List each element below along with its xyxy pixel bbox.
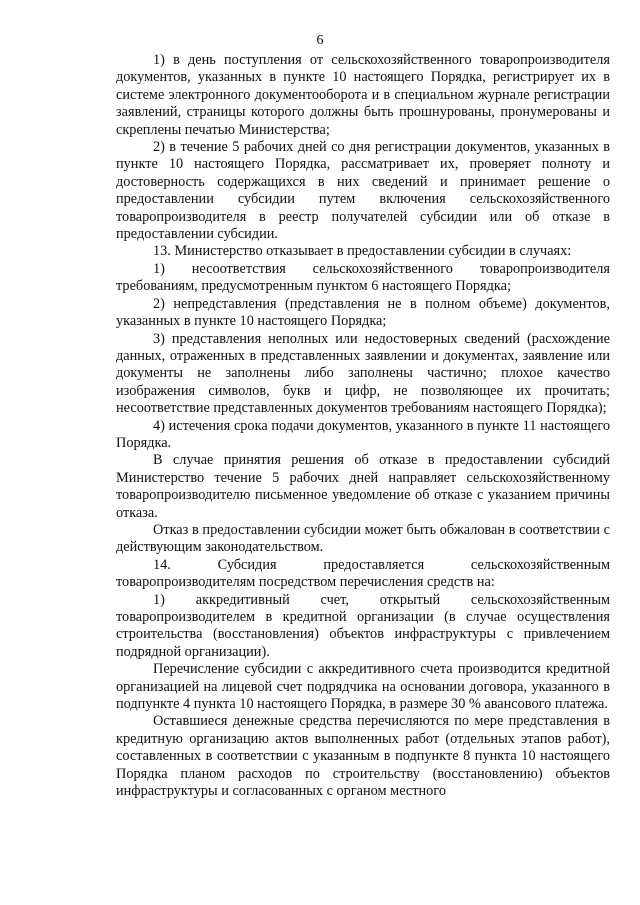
paragraph-refusal-1: 1) несоответствия сельскохозяйственного товаропроизводителя требованиям, предусмотренным пунктом 6 настоящего Порядка; xyxy=(116,260,610,295)
document-body xyxy=(116,52,610,800)
paragraph-14-transfer: 14. Субсидия предоставляется сельскохозяйственным товаропроизводителям посредством перечисления средств на: xyxy=(116,556,610,591)
paragraph-refusal-notice: В случае принятия решения об отказе в предоставлении субсидий Министерство течение 5 рабочих дней направляет сельскохозяйственному товаропроизводителю письменное уведомление об отказе с указанием причины отказа. xyxy=(116,452,610,521)
paragraph-1-registration: 1) в день поступления от сельскохозяйственного товаропроизводителя документов, указанных в пункте 10 настоящего Порядка, регистрирует их в системе электронного документооборота и в специальном журнале регистрации заявлений, страницы которого должны быть прошнурованы, пронумерованы и скреплены печатью Министерства; xyxy=(116,52,610,138)
paragraph-2-review: 2) в течение 5 рабочих дней со дня регистрации документов, указанных в пункте 10 настоящего Порядка, рассматривает их, проверяет полноту и достоверность содержащихся в них сведений и принимает решение о предоставлении субсидии путем включения сельскохозяйственного товаропроизводителя в реестр получателей субсидии или об отказе в предоставлении субсидии. xyxy=(116,139,610,243)
paragraph-13-refusal-intro: 13. Министерство отказывает в предоставлении субсидии в случаях: xyxy=(153,243,572,260)
paragraph-refusal-4: 4) истечения срока подачи документов, указанного в пункте 11 настоящего Порядка. xyxy=(116,417,610,451)
paragraph-transfer-1: 1) аккредитивный счет, открытый сельскохозяйственным товаропроизводителем в кредитной организации (в случае осуществления строительства (восстановления) объектов инфраструктуры с привлечением подрядной организации). xyxy=(116,591,610,660)
page-number: 6 xyxy=(316,33,324,48)
paragraph-refusal-2: 2) непредставления (представления не в полном объеме) документов, указанных в пункте 10 настоящего Порядка; xyxy=(116,295,610,330)
paragraph-appeal: Отказ в предоставлении субсидии может быть обжалован в соответствии с действующим законодательством. xyxy=(116,521,610,556)
paragraph-remaining-funds: Оставшиеся денежные средства перечисляются по мере представления в кредитную организацию актов выполненных работ (отдельных этапов работ), составленных в соответствии с указанным в подпункте 8 пункта 10 настоящего Порядка планом расходов по строительству (восстановлению) объектов инфраструктуры и согласованных с органом местного xyxy=(116,713,610,800)
paragraph-refusal-3: 3) представления неполных или недостоверных сведений (расхождение данных, отраженных в представленных заявлении и документах, заявление или документы не заполнены либо заполнены частично; плохое качество изображения символов, букв и цифр, не позволяющее их прочитать; несоответствие представленных документов требованиям настоящего Порядка); xyxy=(116,330,610,417)
paragraph-advance-payment: Перечисление субсидии с аккредитивного счета производится кредитной организацией на лицевой счет подрядчика на основании договора, указанного в подпункте 4 пункта 10 настоящего Порядка, в размере 30 % авансового платежа. xyxy=(116,661,610,713)
